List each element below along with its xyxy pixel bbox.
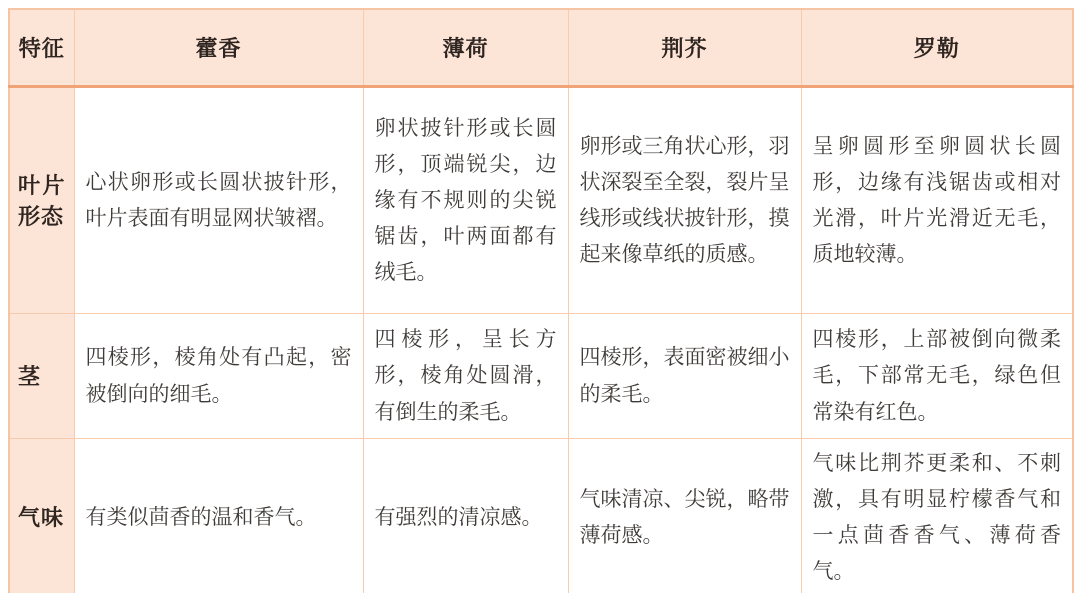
cell-stem-jingjie: 四棱形，表面密被细小的柔毛。 <box>568 313 801 438</box>
col-header-huoxiang: 藿香 <box>74 9 363 86</box>
cell-smell-bohe: 有强烈的清凉感。 <box>363 438 568 593</box>
cell-smell-jingjie: 气味清凉、尖锐，略带薄荷感。 <box>568 438 801 593</box>
herb-comparison-table <box>8 8 1074 593</box>
row-label-stem-text: 茎 <box>18 364 42 389</box>
col-header-bohe: 薄荷 <box>363 9 568 86</box>
cell-stem-huoxiang: 四棱形，棱角处有凸起，密被倒向的细毛。 <box>74 313 363 438</box>
row-label-smell <box>9 438 74 593</box>
row-label-leaf-shape-text: 叶片形态 <box>18 173 66 229</box>
cell-stem-luole: 四棱形，上部被倒向微柔毛，下部常无毛，绿色但常染有红色。 <box>801 313 1073 438</box>
header-row <box>9 9 1073 86</box>
col-header-feature: 特征 <box>9 9 74 86</box>
row-stem <box>9 313 1073 438</box>
row-label-stem <box>9 313 74 438</box>
row-smell <box>9 438 1073 593</box>
cell-leaf-luole: 呈卵圆形至卵圆状长圆形，边缘有浅锯齿或相对光滑，叶片光滑近无毛，质地较薄。 <box>801 86 1073 313</box>
cell-leaf-huoxiang: 心状卵形或长圆状披针形，叶片表面有明显网状皱褶。 <box>74 86 363 313</box>
cell-smell-luole: 气味比荆芥更柔和、不刺激，具有明显柠檬香气和一点茴香香气、薄荷香气。 <box>801 438 1073 593</box>
row-label-smell-text: 气味 <box>18 505 65 531</box>
cell-leaf-jingjie: 卵形或三角状心形，羽状深裂至全裂，裂片呈线形或线状披针形，摸起来像草纸的质感。 <box>568 86 801 313</box>
col-header-luole: 罗勒 <box>801 9 1073 86</box>
col-header-jingjie: 荆芥 <box>568 9 801 86</box>
row-label-leaf-shape <box>9 86 74 313</box>
cell-stem-bohe: 四棱形，呈长方形，棱角处圆滑，有倒生的柔毛。 <box>363 313 568 438</box>
cell-leaf-bohe: 卵状披针形或长圆形，顶端锐尖，边缘有不规则的尖锐锯齿，叶两面都有绒毛。 <box>363 86 568 313</box>
row-leaf-shape <box>9 86 1073 313</box>
cell-smell-huoxiang: 有类似茴香的温和香气。 <box>74 438 363 593</box>
